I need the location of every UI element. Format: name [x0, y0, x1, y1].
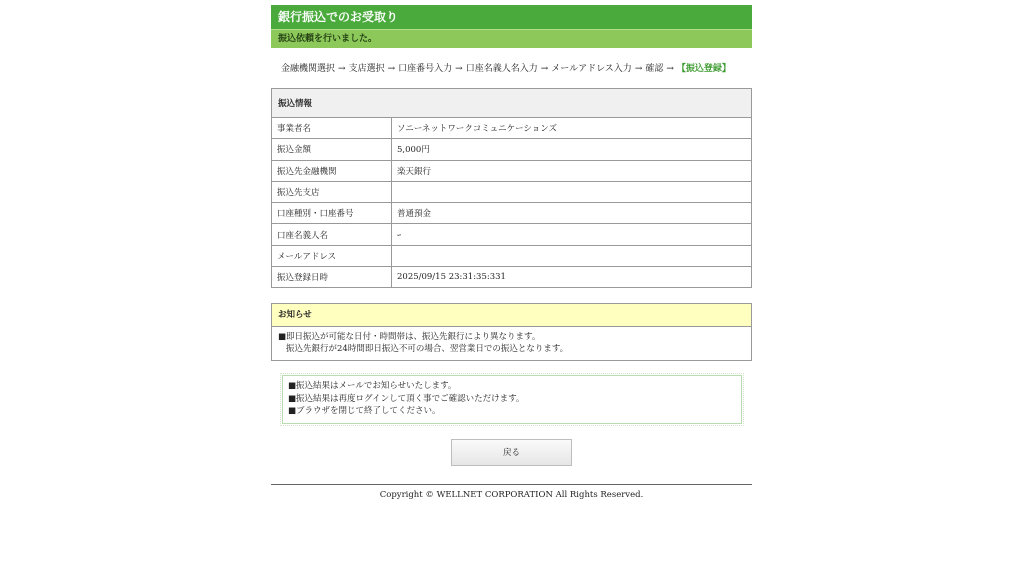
table-row — [272, 224, 752, 245]
arrow-icon: → — [666, 64, 674, 74]
result-messages-box — [282, 375, 742, 424]
row-label: 口座種別・口座番号 — [272, 203, 392, 224]
footer-divider — [271, 484, 752, 485]
row-value: 楽天銀行 — [392, 160, 752, 181]
row-value: 2025/09/15 23:31:35:331 — [392, 267, 752, 288]
transfer-info-table — [271, 88, 752, 288]
arrow-icon: → — [455, 64, 463, 74]
step-confirm: 確認 — [645, 64, 664, 74]
row-value — [392, 245, 752, 266]
notice-line: ■即日振込が可能な日付・時間帯は、振込先銀行により異なります。 — [278, 332, 541, 343]
row-value: 普通預金 — [392, 203, 752, 224]
table-row — [272, 160, 752, 181]
table-row — [272, 139, 752, 160]
arrow-icon: → — [540, 64, 549, 74]
table-row — [272, 267, 752, 288]
transfer-info-title: 振込情報 — [272, 89, 752, 118]
step-bank-select: 金融機関選択 — [281, 64, 336, 74]
step-branch-select: 支店選択 — [348, 64, 385, 74]
notice-title: お知らせ — [272, 304, 751, 327]
notice-body — [272, 327, 751, 360]
row-label: 口座名義人名 — [272, 224, 392, 245]
row-label: 振込先支店 — [272, 181, 392, 202]
row-label: メールアドレス — [272, 245, 392, 266]
progress-steps — [271, 63, 752, 75]
row-value: 5,000円 — [392, 139, 752, 160]
row-label: 振込登録日時 — [272, 267, 392, 288]
notice-box — [271, 303, 752, 361]
row-value — [392, 181, 752, 202]
row-value: ソニーネットワークコミュニケーションズ — [392, 118, 752, 139]
step-account-number: 口座番号入力 — [398, 64, 453, 74]
step-account-holder: 口座名義人名入力 — [465, 64, 538, 74]
row-value: ｰ — [392, 224, 752, 245]
table-row — [272, 245, 752, 266]
arrow-icon: → — [338, 64, 346, 74]
table-row — [272, 203, 752, 224]
message-line: ■ブラウザを閉じて終了してください。 — [288, 406, 441, 417]
back-button[interactable]: 戻る — [451, 439, 572, 466]
row-label: 事業者名 — [272, 118, 392, 139]
page-container — [271, 5, 752, 500]
message-line: ■振込結果はメールでお知らせいたします。 — [288, 381, 457, 392]
step-email: メールアドレス入力 — [551, 64, 632, 74]
row-label: 振込先金融機関 — [272, 160, 392, 181]
page-title: 銀行振込でのお受取り — [271, 5, 752, 29]
table-row — [272, 181, 752, 202]
table-row — [272, 118, 752, 139]
arrow-icon: → — [634, 64, 643, 74]
message-line: ■振込結果は再度ログインして頂く事でご確認いただけます。 — [288, 393, 525, 404]
step-current-registration: 【振込登録】 — [676, 64, 731, 74]
arrow-icon: → — [387, 64, 396, 74]
row-label: 振込金額 — [272, 139, 392, 160]
notice-line: 振込先銀行が24時間即日振込不可の場合、翌営業日での振込となります。 — [286, 344, 569, 355]
copyright-text: Copyright © WELLNET CORPORATION All Rights Reserved. — [379, 489, 644, 500]
status-message: 振込依頼を行いました。 — [271, 29, 752, 48]
